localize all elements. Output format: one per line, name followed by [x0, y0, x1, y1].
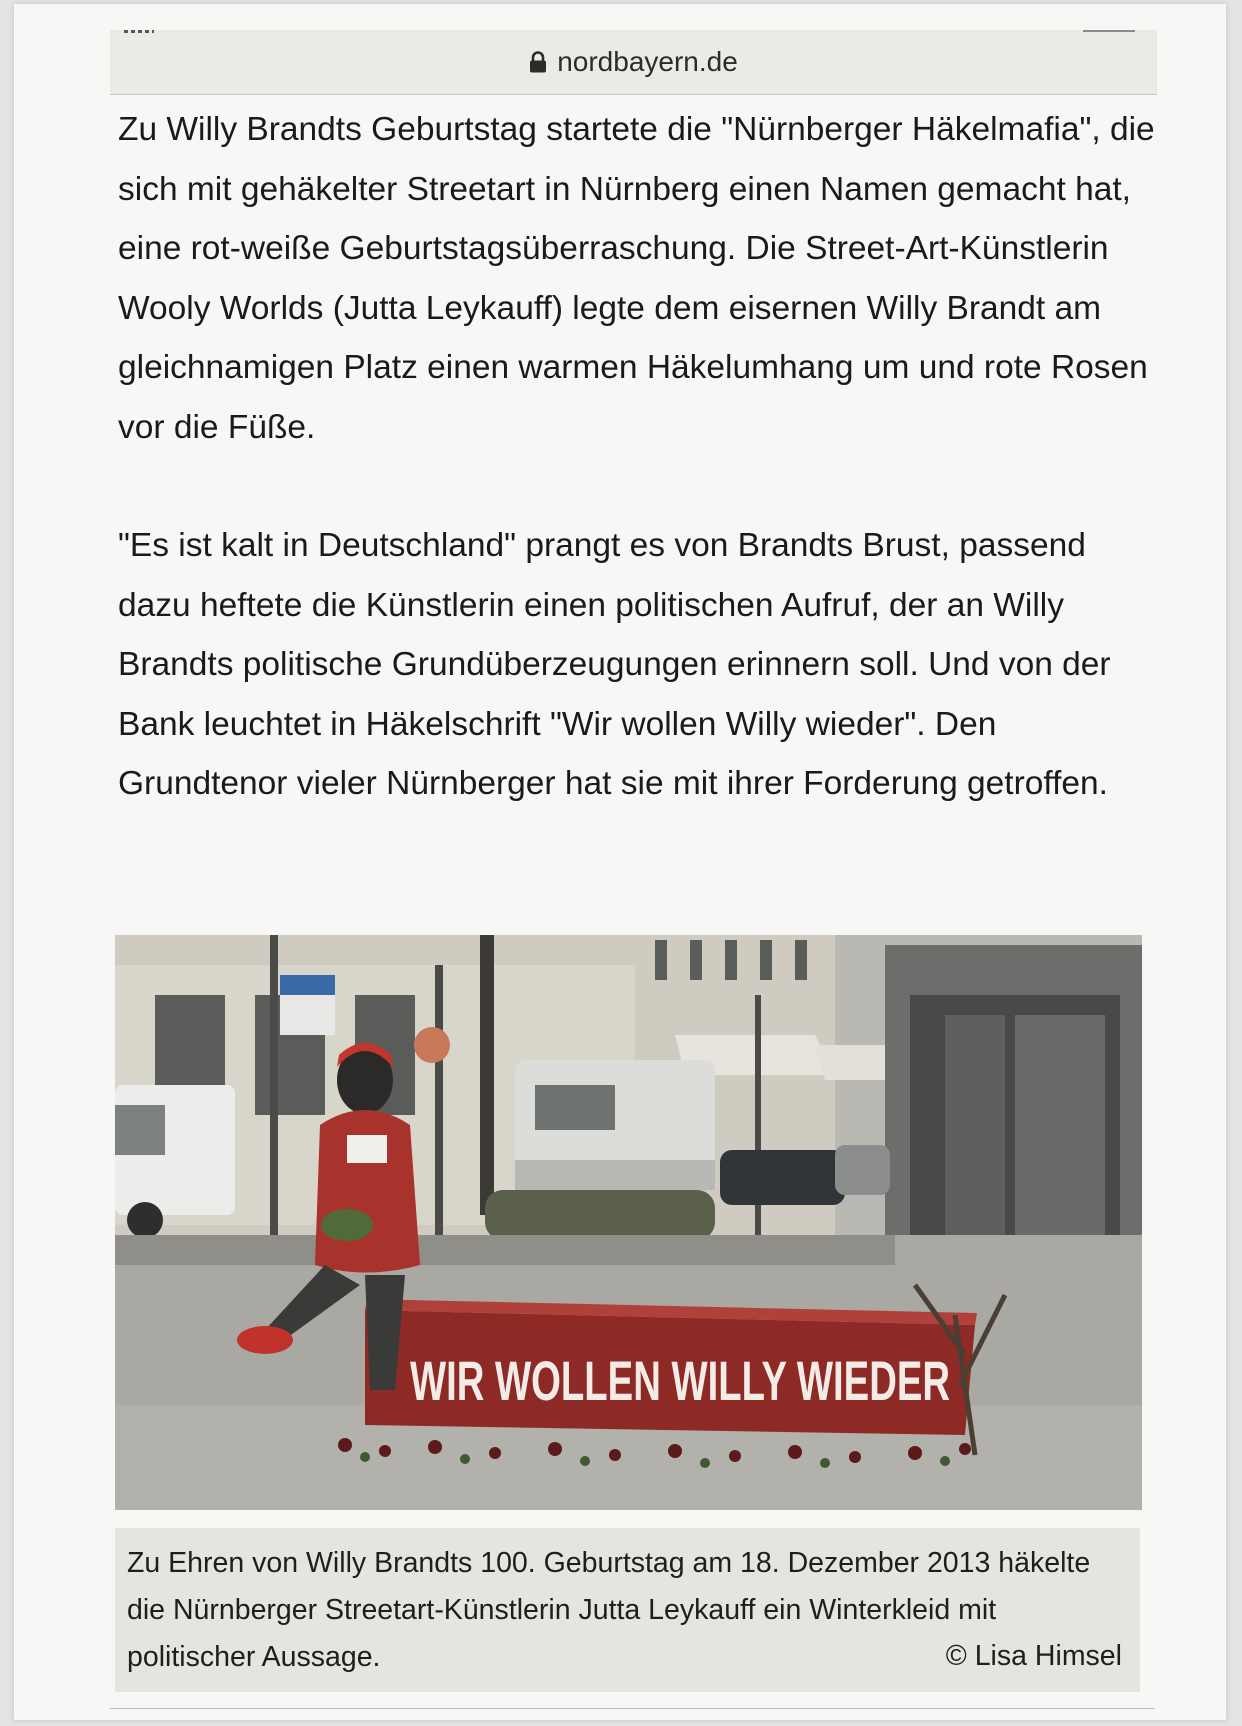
article-photo: [115, 935, 1142, 1510]
tab-edge: [1083, 30, 1135, 32]
article-paragraph: Zu Willy Brandts Geburtstag startete die "Nürnberger Häkelmafia", die sich mit gehäkelter Streetart in Nürnberg einen Namen gemacht hat, eine rot-weiße Geburtstagsüberraschung. Die Street-Art-Künstlerin Wooly Worlds (Jutta Leykauff) legte dem eisernen Willy Brandt am gleichnamigen Platz einen warmen Häkelumhang um und rote Rosen vor die Füße.: [118, 111, 1155, 446]
article-body: [118, 100, 1158, 814]
url-text: nordbayern.de: [557, 46, 738, 77]
photo-caption: [115, 1528, 1140, 1692]
photo-credit: © Lisa Himsel: [945, 1640, 1122, 1672]
divider: [110, 1708, 1155, 1709]
lock-icon: [529, 51, 547, 73]
bench-crochet-text: WIR WOLLEN WILLY WIEDER: [410, 1349, 950, 1412]
caption-text: Zu Ehren von Willy Brandts 100. Geburtstag am 18. Dezember 2013 häkelte die Nürnberger Streetart-Künstlerin Jutta Leykauff ein Winterkleid mit politischer Aussage.: [127, 1547, 1091, 1673]
status-bar-fragment: [124, 30, 154, 33]
browser-address-bar[interactable]: [110, 30, 1157, 95]
article-paragraph: "Es ist kalt in Deutschland" prangt es von Brandts Brust, passend dazu heftete die Künstlerin einen politischen Aufruf, der an Willy Brandts politische Grundüberzeugungen erinnern soll. Und von der Bank leuchtet in Häkelschrift "Wir wollen Willy wieder". Den Grundtenor vieler Nürnberger hat sie mit ihrer Forderung getroffen.: [118, 527, 1111, 802]
